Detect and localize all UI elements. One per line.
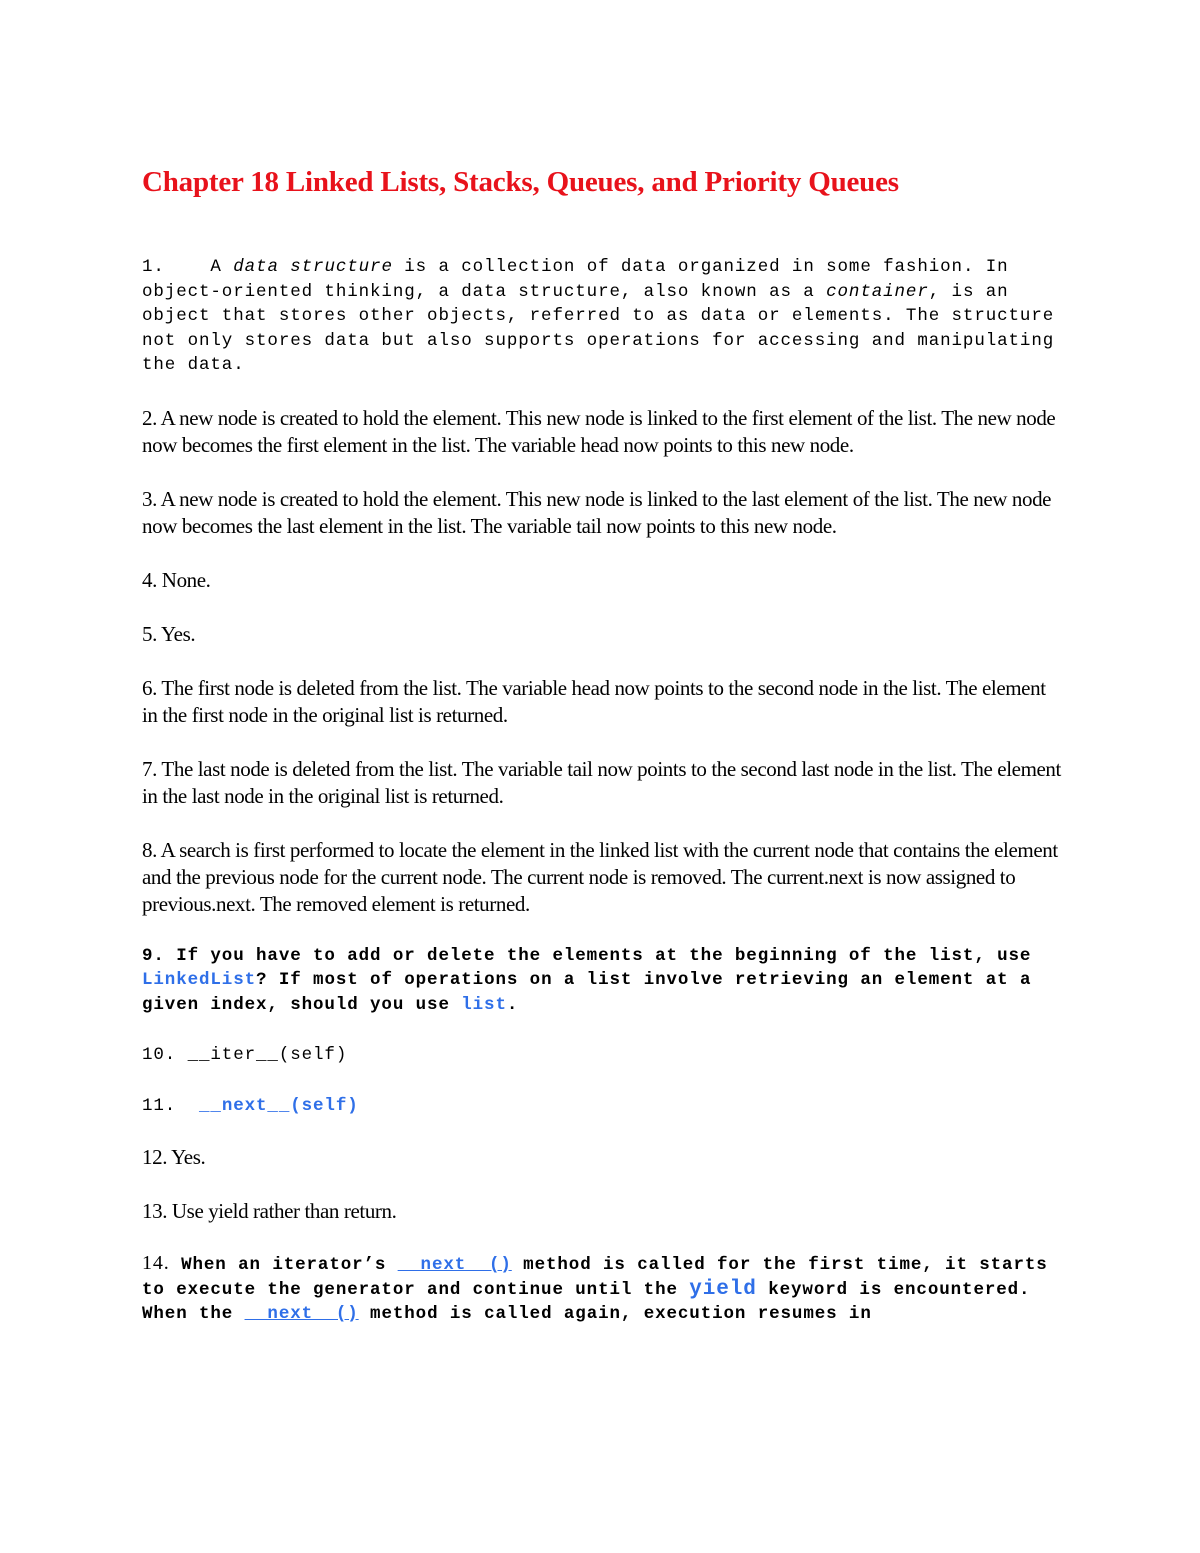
answer-10: 10. __iter__(self): [142, 1045, 348, 1065]
code-linkedlist: LinkedList: [142, 970, 257, 990]
document-page: [142, 166, 1066, 1327]
answer-11-number: 11.: [142, 1095, 200, 1116]
term-container: container: [826, 281, 929, 302]
answer-6: 6. The first node is deleted from the list. The variable head now points to the second node in the list. The element in the first node in the original list is returned.: [142, 675, 1046, 727]
answer-11: [142, 1094, 1062, 1119]
chapter-title: Chapter 18 Linked Lists, Stacks, Queues, and Priority Queues: [142, 166, 899, 198]
answer-7: 7. The last node is deleted from the list. The variable tail now points to the second last node in the list. The element in the last node in the original list is returned.: [142, 756, 1061, 808]
answer-9: 9. If you have to add or delete the elements at the beginning of the list, use LinkedList? If most of operations on a list involve retrieving an element at a given index, should you use list.: [142, 945, 1043, 1015]
answer-5: 5. Yes.: [142, 621, 196, 646]
code-next-call-1: __next__(): [397, 1255, 512, 1275]
answer-14-number: 14.: [142, 1252, 170, 1274]
answer-13: 13. Use yield rather than return.: [142, 1199, 397, 1223]
answer-2: 2. A new node is created to hold the element. This new node is linked to the first element of the list. The new node now becomes the first element in the list. The variable head now points to this new node.: [142, 405, 1056, 457]
answer-1-number: 1.: [142, 257, 165, 277]
code-next-self: __next__(self): [199, 1095, 359, 1116]
answer-3: 3. A new node is created to hold the element. This new node is linked to the last element of the list. The new node now becomes the last element in the list. The variable tail now points to this new node.: [142, 486, 1052, 538]
answer-4: 4. None.: [142, 567, 211, 592]
code-list: list: [461, 994, 507, 1015]
term-data-structure: data structure: [233, 257, 393, 277]
answer-14: 14. When an iterator’s __next__() method is called for the first time, it starts to execute the generator and continue until the yield keyword is encountered. When the __next__() method is called again, execution resumes in: [142, 1252, 1060, 1324]
answer-12: 12. Yes.: [142, 1145, 206, 1169]
answer-8: 8. A search is first performed to locate the element in the linked list with the current node that contains the element and the previous node for the current node. The current node is removed. The current.next is now assigned to previous.next. The removed element is returned.: [142, 837, 1058, 916]
code-yield: yield: [689, 1277, 757, 1301]
answer-1: 1. A data structure is a collection of data organized in some fashion. In object-oriented thinking, a data structure, also known as a container, is an object that stores other objects, referred to as data or elements. The structure not only stores data but also supports operations for accessing and manipulating the data.: [142, 257, 1066, 375]
code-next-call-2: __next__(): [244, 1304, 359, 1324]
